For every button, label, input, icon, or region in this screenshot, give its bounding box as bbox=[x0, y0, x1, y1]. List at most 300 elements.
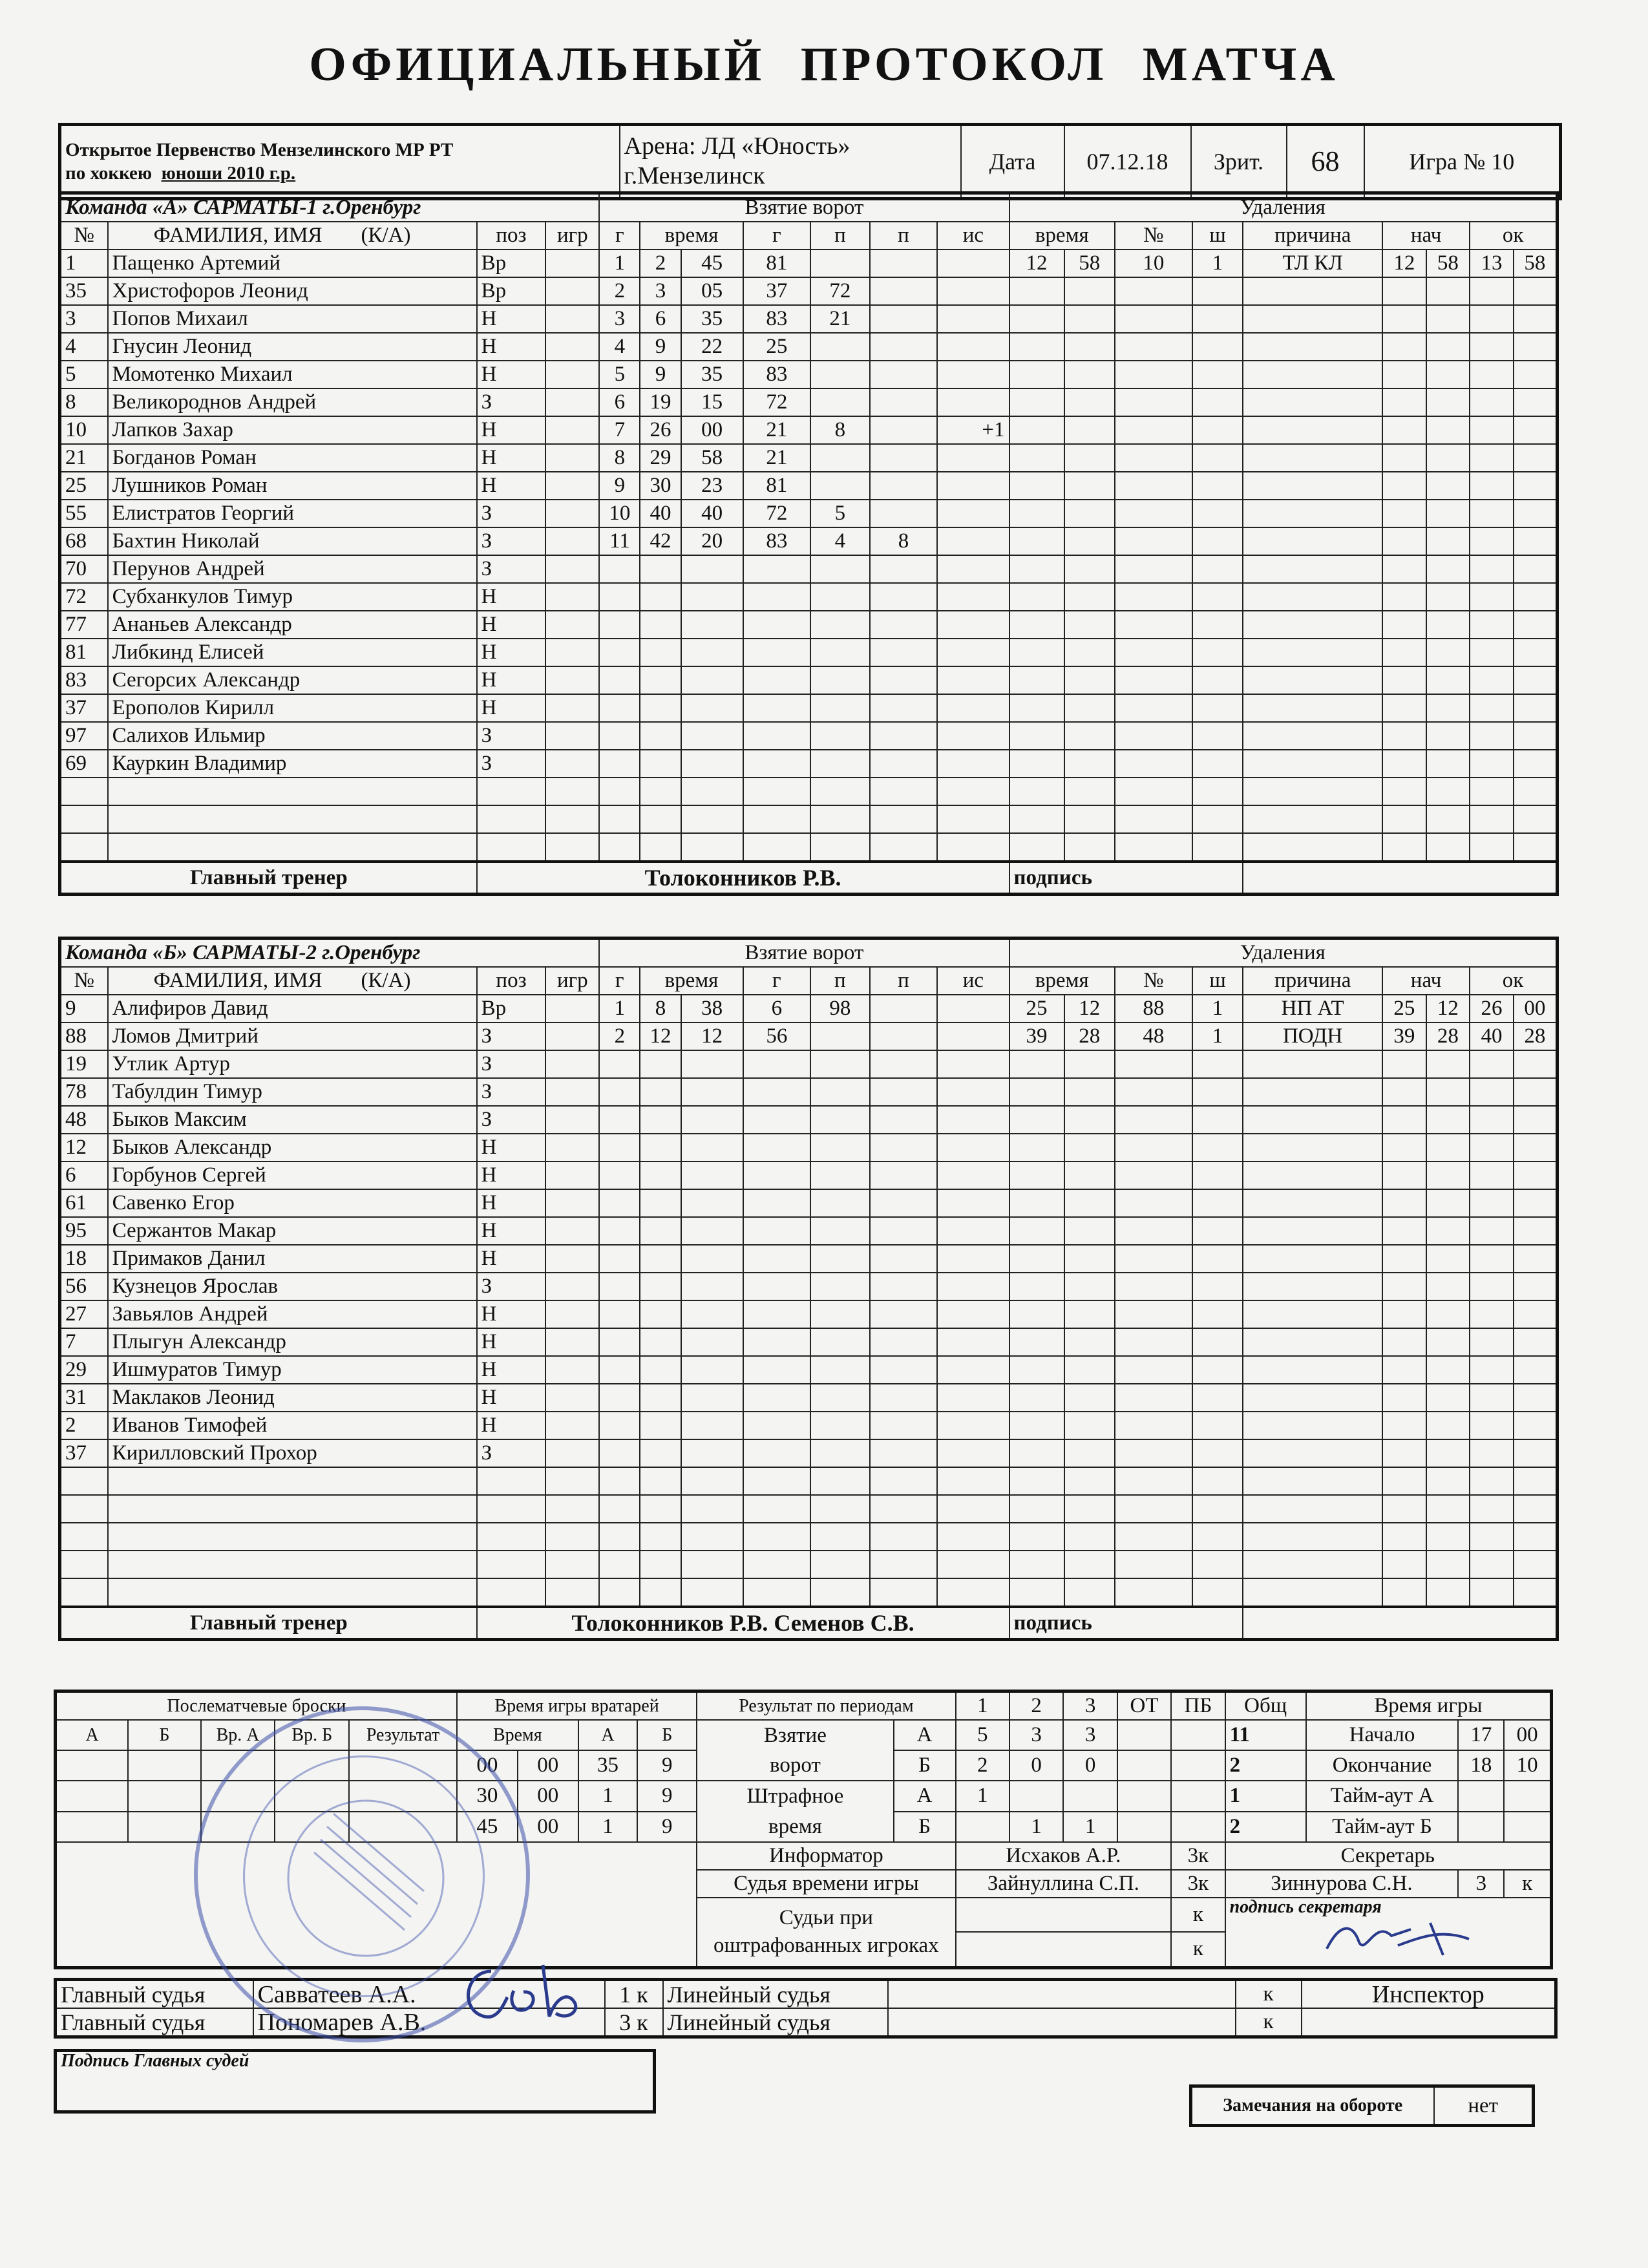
period-team: Б bbox=[894, 1812, 956, 1842]
goal-second bbox=[681, 1106, 743, 1134]
goal-second: 35 bbox=[681, 361, 743, 388]
penalty-second bbox=[1064, 1439, 1115, 1467]
goal-minute: 6 bbox=[640, 305, 681, 333]
player-row bbox=[60, 472, 1558, 500]
penalty-minutes: 1 bbox=[1192, 249, 1243, 277]
penalty-second bbox=[1064, 555, 1115, 583]
shootout-col-gk-b: Вр. Б bbox=[275, 1720, 349, 1750]
goal-assist-2 bbox=[870, 1300, 938, 1328]
penalty-second: 58 bbox=[1064, 249, 1115, 277]
player-number: 7 bbox=[60, 1328, 108, 1356]
goal-assist-1 bbox=[810, 1078, 870, 1106]
penalty-minutes bbox=[1192, 1078, 1243, 1106]
player-row bbox=[60, 639, 1558, 666]
goal-minute bbox=[640, 555, 681, 583]
player-number: 61 bbox=[60, 1189, 108, 1217]
player-row bbox=[60, 1106, 1558, 1134]
penalty-end-sec bbox=[1514, 472, 1558, 500]
col-penalty-start: нач bbox=[1382, 967, 1470, 995]
col-penalty-time: время bbox=[1009, 967, 1115, 995]
player-position: Н bbox=[477, 639, 546, 666]
player-position: Н bbox=[477, 1412, 546, 1439]
penalty-start-min bbox=[1382, 1439, 1426, 1467]
tournament-cell bbox=[60, 125, 620, 199]
goal-assist-1 bbox=[810, 833, 870, 862]
player-number bbox=[60, 1523, 108, 1551]
player-row bbox=[60, 1023, 1558, 1050]
player-row bbox=[60, 1467, 1558, 1495]
goal-assist-1 bbox=[810, 722, 870, 750]
player-games bbox=[545, 333, 599, 361]
penalty-reason bbox=[1243, 472, 1382, 500]
penalty-end-min bbox=[1470, 1273, 1514, 1300]
penalty-end-sec bbox=[1514, 833, 1558, 862]
penalty-second bbox=[1064, 1134, 1115, 1161]
player-games bbox=[545, 1578, 599, 1607]
penalty-end-min bbox=[1470, 750, 1514, 778]
penalty-reason bbox=[1243, 750, 1382, 778]
penalty-second bbox=[1064, 1523, 1115, 1551]
player-name: Кирилловский Прохор bbox=[108, 1439, 477, 1467]
goal-situation bbox=[937, 583, 1009, 611]
goal-scorer bbox=[743, 1495, 811, 1523]
goal-assist-2: 8 bbox=[870, 527, 938, 555]
penalty-start-sec bbox=[1426, 1578, 1470, 1607]
goal-minute bbox=[640, 1495, 681, 1523]
penalty-start-min: 25 bbox=[1382, 995, 1426, 1023]
goal-situation bbox=[937, 1273, 1009, 1300]
period-cell: 1 bbox=[1009, 1812, 1063, 1842]
penalty-player bbox=[1115, 1551, 1192, 1578]
goal-assist-1 bbox=[810, 1161, 870, 1189]
goal-minute bbox=[640, 1189, 681, 1217]
goal-assist-1 bbox=[810, 1467, 870, 1495]
goal-number bbox=[599, 805, 640, 833]
penalty-player bbox=[1115, 722, 1192, 750]
player-position: Н bbox=[477, 1217, 546, 1245]
penalty-start-sec bbox=[1426, 1328, 1470, 1356]
penalty-end-min bbox=[1470, 1217, 1514, 1245]
informator-name: Исхаков А.Р. bbox=[956, 1842, 1172, 1870]
penalty-player bbox=[1115, 388, 1192, 416]
penalty-minute bbox=[1009, 555, 1064, 583]
goal-minute bbox=[640, 1078, 681, 1106]
player-row bbox=[60, 805, 1558, 833]
goal-second: 35 bbox=[681, 305, 743, 333]
goal-scorer: 83 bbox=[743, 305, 811, 333]
period-cell bbox=[1063, 1781, 1117, 1811]
penalty-player bbox=[1115, 416, 1192, 444]
goal-assist-2 bbox=[870, 1106, 938, 1134]
penalty-end-sec bbox=[1514, 527, 1558, 555]
goal-assist-1: 98 bbox=[810, 995, 870, 1023]
player-number: 88 bbox=[60, 1023, 108, 1050]
goal-assist-2 bbox=[870, 1412, 938, 1439]
player-games bbox=[545, 639, 599, 666]
inspector-label: Инспектор bbox=[1302, 1980, 1556, 2009]
game-time-hour: 17 bbox=[1458, 1720, 1504, 1750]
goal-second: 40 bbox=[681, 500, 743, 527]
penalty-start-min bbox=[1382, 1161, 1426, 1189]
goal-situation bbox=[937, 639, 1009, 666]
penalty-end-min: 40 bbox=[1470, 1023, 1514, 1050]
penalty-second bbox=[1064, 1245, 1115, 1273]
main-referee-2: Пономарев А.В. bbox=[253, 2008, 605, 2037]
penalty-start-sec bbox=[1426, 1412, 1470, 1439]
penalty-reason bbox=[1243, 1300, 1382, 1328]
goal-number bbox=[599, 1106, 640, 1134]
goal-second bbox=[681, 1328, 743, 1356]
penalty-start-sec: 58 bbox=[1426, 249, 1470, 277]
player-games bbox=[545, 472, 599, 500]
penalty-player bbox=[1115, 1523, 1192, 1551]
penalty-end-min bbox=[1470, 472, 1514, 500]
penalty-player bbox=[1115, 1495, 1192, 1523]
goal-number bbox=[599, 1523, 640, 1551]
penalty-minutes bbox=[1192, 1134, 1243, 1161]
goal-second bbox=[681, 1245, 743, 1273]
goal-scorer bbox=[743, 611, 811, 639]
linesman-label: Линейный судья bbox=[663, 2008, 888, 2037]
penalty-start-min bbox=[1382, 1523, 1426, 1551]
goal-assist-1 bbox=[810, 1495, 870, 1523]
penalty-start-sec bbox=[1426, 778, 1470, 805]
goal-second: 15 bbox=[681, 388, 743, 416]
player-position: З bbox=[477, 750, 546, 778]
penalty-minute bbox=[1009, 1578, 1064, 1607]
player-games bbox=[545, 583, 599, 611]
player-row bbox=[60, 1523, 1558, 1551]
penalty-player: 48 bbox=[1115, 1023, 1192, 1050]
penalty-start-sec bbox=[1426, 277, 1470, 305]
goal-minute bbox=[640, 611, 681, 639]
penalty-end-min bbox=[1470, 1551, 1514, 1578]
penalty-player bbox=[1115, 1412, 1192, 1439]
timekeeper-name: Зайнуллина С.П. bbox=[956, 1870, 1172, 1898]
penalty-second bbox=[1064, 1412, 1115, 1439]
player-row bbox=[60, 1328, 1558, 1356]
penalty-minute bbox=[1009, 444, 1064, 472]
penalty-end-min bbox=[1470, 416, 1514, 444]
penalty-minute bbox=[1009, 583, 1064, 611]
player-number: 3 bbox=[60, 305, 108, 333]
goal-scorer: 72 bbox=[743, 500, 811, 527]
penalty-second bbox=[1064, 1078, 1115, 1106]
col-assist-1: п bbox=[810, 222, 870, 249]
player-name: Алифиров Давид bbox=[108, 995, 477, 1023]
penalty-second: 12 bbox=[1064, 995, 1115, 1023]
penalty-minute bbox=[1009, 1384, 1064, 1412]
penalty-second bbox=[1064, 305, 1115, 333]
player-row bbox=[60, 1495, 1558, 1523]
goal-assist-2 bbox=[870, 1189, 938, 1217]
col-penalty-end: ок bbox=[1470, 967, 1557, 995]
goal-minute bbox=[640, 694, 681, 722]
player-games bbox=[545, 1161, 599, 1189]
player-games bbox=[545, 778, 599, 805]
goal-situation bbox=[937, 1078, 1009, 1106]
goal-second: 45 bbox=[681, 249, 743, 277]
player-row bbox=[60, 527, 1558, 555]
goal-assist-1: 21 bbox=[810, 305, 870, 333]
goal-number bbox=[599, 1578, 640, 1607]
col-goal-time: время bbox=[640, 222, 743, 249]
player-name: Либкинд Елисей bbox=[108, 639, 477, 666]
goal-assist-2 bbox=[870, 1273, 938, 1300]
goal-situation bbox=[937, 1217, 1009, 1245]
goal-second bbox=[681, 555, 743, 583]
goal-minute bbox=[640, 1050, 681, 1078]
penalty-reason bbox=[1243, 1384, 1382, 1412]
team-a-table bbox=[58, 191, 1559, 896]
player-number: 83 bbox=[60, 666, 108, 694]
goal-assist-1: 5 bbox=[810, 500, 870, 527]
col-penalty-minutes: ш bbox=[1192, 967, 1243, 995]
penalty-start-sec bbox=[1426, 333, 1470, 361]
penalty-end-sec bbox=[1514, 583, 1558, 611]
period-cell: 1 bbox=[956, 1781, 1009, 1811]
player-name: Богданов Роман bbox=[108, 444, 477, 472]
player-games bbox=[545, 722, 599, 750]
player-position: З bbox=[477, 500, 546, 527]
player-name bbox=[108, 1467, 477, 1495]
goal-situation bbox=[937, 833, 1009, 862]
goal-assist-1 bbox=[810, 388, 870, 416]
goal-scorer: 21 bbox=[743, 444, 811, 472]
player-number: 18 bbox=[60, 1245, 108, 1273]
col-assist-1: п bbox=[810, 967, 870, 995]
penalty-minutes bbox=[1192, 722, 1243, 750]
spectators-value: 68 bbox=[1287, 125, 1364, 199]
penalty-second bbox=[1064, 611, 1115, 639]
player-number: 95 bbox=[60, 1217, 108, 1245]
goal-second: 58 bbox=[681, 444, 743, 472]
secretary-k: к bbox=[1504, 1870, 1551, 1898]
penalty-start-sec bbox=[1426, 1189, 1470, 1217]
penalty-minute: 12 bbox=[1009, 249, 1064, 277]
player-position: З bbox=[477, 1273, 546, 1300]
goal-minute bbox=[640, 1384, 681, 1412]
goal-number bbox=[599, 1495, 640, 1523]
main-referee-1: Савватеев А.А. bbox=[253, 1980, 605, 2009]
player-number: 25 bbox=[60, 472, 108, 500]
penalty-second bbox=[1064, 750, 1115, 778]
penalty-reason bbox=[1243, 722, 1382, 750]
goal-assist-2 bbox=[870, 805, 938, 833]
penalty-end-sec bbox=[1514, 1523, 1558, 1551]
penalty-minute bbox=[1009, 527, 1064, 555]
player-number: 2 bbox=[60, 1412, 108, 1439]
penalty-minute bbox=[1009, 833, 1064, 862]
penalty-end-sec bbox=[1514, 305, 1558, 333]
player-name: Горбунов Сергей bbox=[108, 1161, 477, 1189]
player-name bbox=[108, 1495, 477, 1523]
penalty-player bbox=[1115, 1106, 1192, 1134]
penalty-reason bbox=[1243, 1356, 1382, 1384]
player-row bbox=[60, 1300, 1558, 1328]
player-number: 27 bbox=[60, 1300, 108, 1328]
player-row bbox=[60, 444, 1558, 472]
player-games bbox=[545, 1356, 599, 1384]
player-games bbox=[545, 1134, 599, 1161]
penalty-end-sec: 28 bbox=[1514, 1023, 1558, 1050]
goal-second bbox=[681, 750, 743, 778]
penalty-player bbox=[1115, 1134, 1192, 1161]
penalty-minutes bbox=[1192, 833, 1243, 862]
penalty-end-min bbox=[1470, 666, 1514, 694]
penalty-end-min bbox=[1470, 277, 1514, 305]
penalty-start-min bbox=[1382, 583, 1426, 611]
penalty-start-min bbox=[1382, 500, 1426, 527]
penalty-reason: ТЛ КЛ bbox=[1243, 249, 1382, 277]
player-row bbox=[60, 500, 1558, 527]
goal-assist-2 bbox=[870, 1245, 938, 1273]
goal-minute bbox=[640, 1134, 681, 1161]
penalty-player bbox=[1115, 639, 1192, 666]
penalty-end-sec bbox=[1514, 1273, 1558, 1300]
player-name bbox=[108, 805, 477, 833]
goal-second bbox=[681, 1161, 743, 1189]
penalty-player bbox=[1115, 500, 1192, 527]
goal-assist-2 bbox=[870, 1384, 938, 1412]
col-games: игр bbox=[545, 967, 599, 995]
player-name: Христофоров Леонид bbox=[108, 277, 477, 305]
penalty-second bbox=[1064, 833, 1115, 862]
penalty-player bbox=[1115, 778, 1192, 805]
goal-number bbox=[599, 666, 640, 694]
penalty-reason bbox=[1243, 611, 1382, 639]
goalie-col-b: Б bbox=[637, 1720, 697, 1750]
penalty-minutes bbox=[1192, 1523, 1243, 1551]
penalty-start-sec bbox=[1426, 305, 1470, 333]
penalty-start-min bbox=[1382, 666, 1426, 694]
penalty-second bbox=[1064, 1300, 1115, 1328]
player-row bbox=[60, 361, 1558, 388]
penalty-minutes bbox=[1192, 1467, 1243, 1495]
period-total: 1 bbox=[1225, 1781, 1306, 1811]
col-goal-time: время bbox=[640, 967, 743, 995]
penalty-start-sec bbox=[1426, 1050, 1470, 1078]
penalty-second bbox=[1064, 1384, 1115, 1412]
penalty-start-min bbox=[1382, 1300, 1426, 1328]
col-games: игр bbox=[545, 222, 599, 249]
penalty-minutes bbox=[1192, 1106, 1243, 1134]
period-cell: 3 bbox=[1009, 1720, 1063, 1750]
player-name: Быков Максим bbox=[108, 1106, 477, 1134]
penalty-start-sec bbox=[1426, 500, 1470, 527]
player-games bbox=[545, 1050, 599, 1078]
goal-assist-2 bbox=[870, 995, 938, 1023]
player-row bbox=[60, 1245, 1558, 1273]
goal-number bbox=[599, 1356, 640, 1384]
goalie-time-min: 45 bbox=[457, 1812, 518, 1842]
goal-scorer: 81 bbox=[743, 472, 811, 500]
player-games bbox=[545, 1023, 599, 1050]
penalty-end-min bbox=[1470, 527, 1514, 555]
player-name: Попов Михаил bbox=[108, 305, 477, 333]
penalty-minutes bbox=[1192, 305, 1243, 333]
period-total: 2 bbox=[1225, 1812, 1306, 1842]
penalties-section-title: Удаления bbox=[1009, 938, 1558, 968]
penalty-end-min bbox=[1470, 1495, 1514, 1523]
penalty-end-min bbox=[1470, 1078, 1514, 1106]
goal-second bbox=[681, 666, 743, 694]
player-name: Кауркин Владимир bbox=[108, 750, 477, 778]
penalty-label-1: Штрафное bbox=[746, 1785, 844, 1808]
penalty-time-label bbox=[697, 1781, 893, 1841]
goal-minute bbox=[640, 1217, 681, 1245]
penalty-end-sec bbox=[1514, 1189, 1558, 1217]
player-position: Н bbox=[477, 666, 546, 694]
period-2-header: 2 bbox=[1009, 1691, 1063, 1721]
goal-number: 5 bbox=[599, 361, 640, 388]
penalty-minutes bbox=[1192, 1495, 1243, 1523]
player-name: Салихов Ильмир bbox=[108, 722, 477, 750]
goal-scorer bbox=[743, 1161, 811, 1189]
goal-number: 4 bbox=[599, 333, 640, 361]
goal-minute: 12 bbox=[640, 1023, 681, 1050]
goal-assist-1 bbox=[810, 361, 870, 388]
penalty-reason bbox=[1243, 639, 1382, 666]
goal-situation bbox=[937, 1106, 1009, 1134]
goalie-a: 35 bbox=[578, 1750, 638, 1781]
goal-scorer bbox=[743, 833, 811, 862]
penalty-end-sec bbox=[1514, 1217, 1558, 1245]
penalty-start-min bbox=[1382, 388, 1426, 416]
player-number bbox=[60, 833, 108, 862]
goalie-a: 1 bbox=[578, 1812, 638, 1842]
penalty-minutes bbox=[1192, 1356, 1243, 1384]
goal-second bbox=[681, 1189, 743, 1217]
player-row bbox=[60, 611, 1558, 639]
goal-minute bbox=[640, 1300, 681, 1328]
goal-number: 9 bbox=[599, 472, 640, 500]
col-goal-no: г bbox=[599, 967, 640, 995]
penalty-start-min bbox=[1382, 1245, 1426, 1273]
goal-situation bbox=[937, 1161, 1009, 1189]
goal-second bbox=[681, 611, 743, 639]
penalty-start-min bbox=[1382, 472, 1426, 500]
penalty-reason bbox=[1243, 333, 1382, 361]
player-games bbox=[545, 1551, 599, 1578]
timekeeper-label: Судья времени игры bbox=[697, 1870, 955, 1898]
goal-situation bbox=[937, 1245, 1009, 1273]
penalty-start-min bbox=[1382, 694, 1426, 722]
penalty-player bbox=[1115, 527, 1192, 555]
goal-scorer bbox=[743, 639, 811, 666]
goal-number: 10 bbox=[599, 500, 640, 527]
goal-second bbox=[681, 1356, 743, 1384]
penalty-end-min bbox=[1470, 1189, 1514, 1217]
period-cell bbox=[1171, 1781, 1225, 1811]
goal-second bbox=[681, 1523, 743, 1551]
col-scorer: г bbox=[743, 967, 811, 995]
player-position: Н bbox=[477, 444, 546, 472]
penalty-second bbox=[1064, 277, 1115, 305]
penalty-minutes bbox=[1192, 1551, 1243, 1578]
goal-assist-1 bbox=[810, 1523, 870, 1551]
penalty-end-min bbox=[1470, 361, 1514, 388]
penalty-second bbox=[1064, 1161, 1115, 1189]
goal-assist-1 bbox=[810, 444, 870, 472]
player-position: З bbox=[477, 1050, 546, 1078]
goal-second: 38 bbox=[681, 995, 743, 1023]
penalty-minute bbox=[1009, 805, 1064, 833]
main-referee-label: Главный судья bbox=[56, 1980, 253, 2009]
goal-number: 7 bbox=[599, 416, 640, 444]
goal-second bbox=[681, 1467, 743, 1495]
penalty-end-sec bbox=[1514, 639, 1558, 666]
